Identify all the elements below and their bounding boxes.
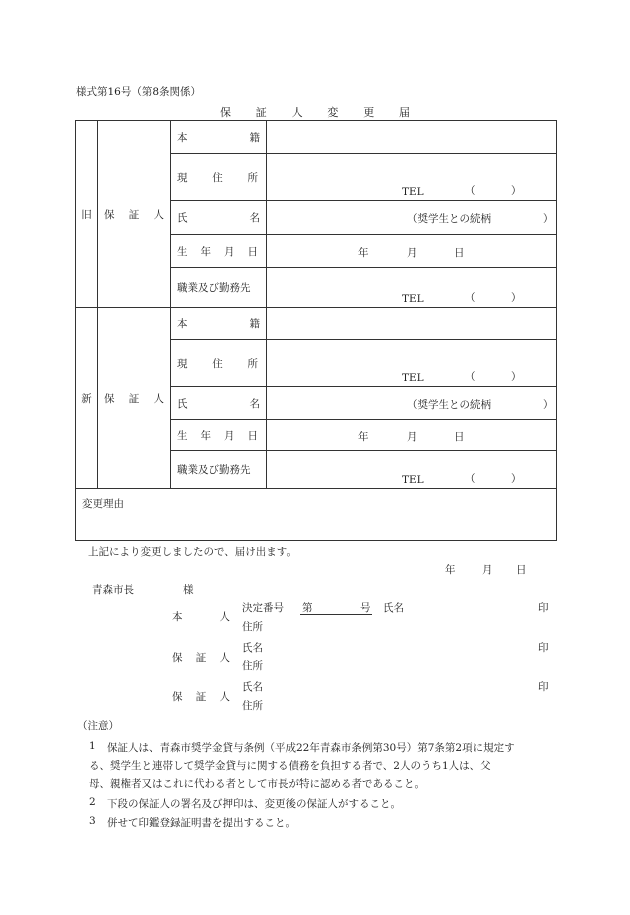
old-birth-label: 生 年 月 日 xyxy=(171,235,267,268)
new-birth-field[interactable]: 年 月 日 xyxy=(267,420,557,451)
new-address-field[interactable]: TEL （ ） xyxy=(267,340,557,387)
old-job-field[interactable]: TEL （ ） xyxy=(267,268,557,308)
date-day: 日 xyxy=(516,564,527,576)
addressee-mayor: 青森市長 xyxy=(92,584,134,596)
note-1-line-2: る、奨学生と連帯して奨学金貸与に関する債務を負担する者で、2人のうち1人は、父 xyxy=(89,760,491,772)
guarantor1-name-label: 氏名 xyxy=(242,642,263,654)
self-seal: 印 xyxy=(538,602,549,614)
new-side-label: 新 xyxy=(76,308,98,489)
declaration-text: 上記により変更しましたので、届け出ます。 xyxy=(88,546,297,558)
tel-label: TEL xyxy=(402,186,424,198)
date-month: 月 xyxy=(482,564,493,576)
new-job-label: 職業及び勤務先 xyxy=(171,451,267,489)
self-label: 本 人 xyxy=(172,611,230,623)
new-group-label: 保 証 人 xyxy=(98,308,171,489)
old-address-label: 現 住 所 xyxy=(171,154,267,201)
guarantor1-seal: 印 xyxy=(538,642,549,654)
old-side-label: 旧 xyxy=(76,121,98,308)
decision-number-field[interactable]: 第 号 xyxy=(302,602,371,614)
guarantor-change-table xyxy=(75,120,557,541)
decision-number-label: 決定番号 xyxy=(242,602,284,614)
guarantor2-name-label: 氏名 xyxy=(242,681,263,693)
new-address-label: 現 住 所 xyxy=(171,340,267,387)
old-name-label: 氏 名 xyxy=(171,201,267,235)
addressee-sama: 様 xyxy=(183,584,194,596)
old-address-field[interactable]: TEL （ ） xyxy=(267,154,557,201)
change-reason-label: 変更理由 xyxy=(82,498,124,510)
new-honseki-field[interactable] xyxy=(267,308,557,340)
note-2-text: 下段の保証人の署名及び押印は、変更後の保証人がすること。 xyxy=(107,798,401,810)
note-2-number: 2 xyxy=(89,796,96,808)
form-number: 様式第16号（第8条関係） xyxy=(76,86,202,98)
form-title: 保 証 人 変 更 届 xyxy=(220,106,410,119)
new-birth-label: 生 年 月 日 xyxy=(171,420,267,451)
old-job-label: 職業及び勤務先 xyxy=(171,268,267,308)
guarantor1-label: 保 証 人 xyxy=(172,652,230,664)
note-1-line-1: 保証人は、青森市奨学金貸与条例（平成22年青森市条例第30号）第7条第2項に規定す xyxy=(107,742,515,754)
guarantor2-seal: 印 xyxy=(538,681,549,693)
note-3-text: 併せて印鑑登録証明書を提出すること。 xyxy=(107,817,296,829)
note-1-line-3: 母、親権者又はこれに代わる者として市長が特に認める者であること。 xyxy=(89,778,425,790)
guarantor2-label: 保 証 人 xyxy=(172,691,230,703)
relation-label: （奨学生との続柄 xyxy=(407,213,491,225)
note-1-number: 1 xyxy=(89,740,96,752)
new-job-field[interactable]: TEL （ ） xyxy=(267,451,557,489)
guarantor1-address-label: 住所 xyxy=(242,660,263,672)
notes-heading: （注意） xyxy=(77,720,119,732)
old-birth-field[interactable]: 年 月 日 xyxy=(267,235,557,268)
note-3-number: 3 xyxy=(89,815,96,827)
change-reason-field[interactable] xyxy=(76,489,557,541)
self-name-label: 氏名 xyxy=(383,602,404,614)
date-year: 年 xyxy=(445,564,456,576)
self-address-label: 住所 xyxy=(242,621,263,633)
old-honseki-field[interactable] xyxy=(267,121,557,154)
old-group-label: 保 証 人 xyxy=(98,121,171,308)
old-honseki-label: 本 籍 xyxy=(171,121,267,154)
new-name-field[interactable]: （奨学生との続柄 ） xyxy=(267,387,557,420)
new-honseki-label: 本 籍 xyxy=(171,308,267,340)
old-name-field[interactable]: （奨学生との続柄 ） xyxy=(267,201,557,235)
guarantor2-address-label: 住所 xyxy=(242,700,263,712)
new-name-label: 氏 名 xyxy=(171,387,267,420)
